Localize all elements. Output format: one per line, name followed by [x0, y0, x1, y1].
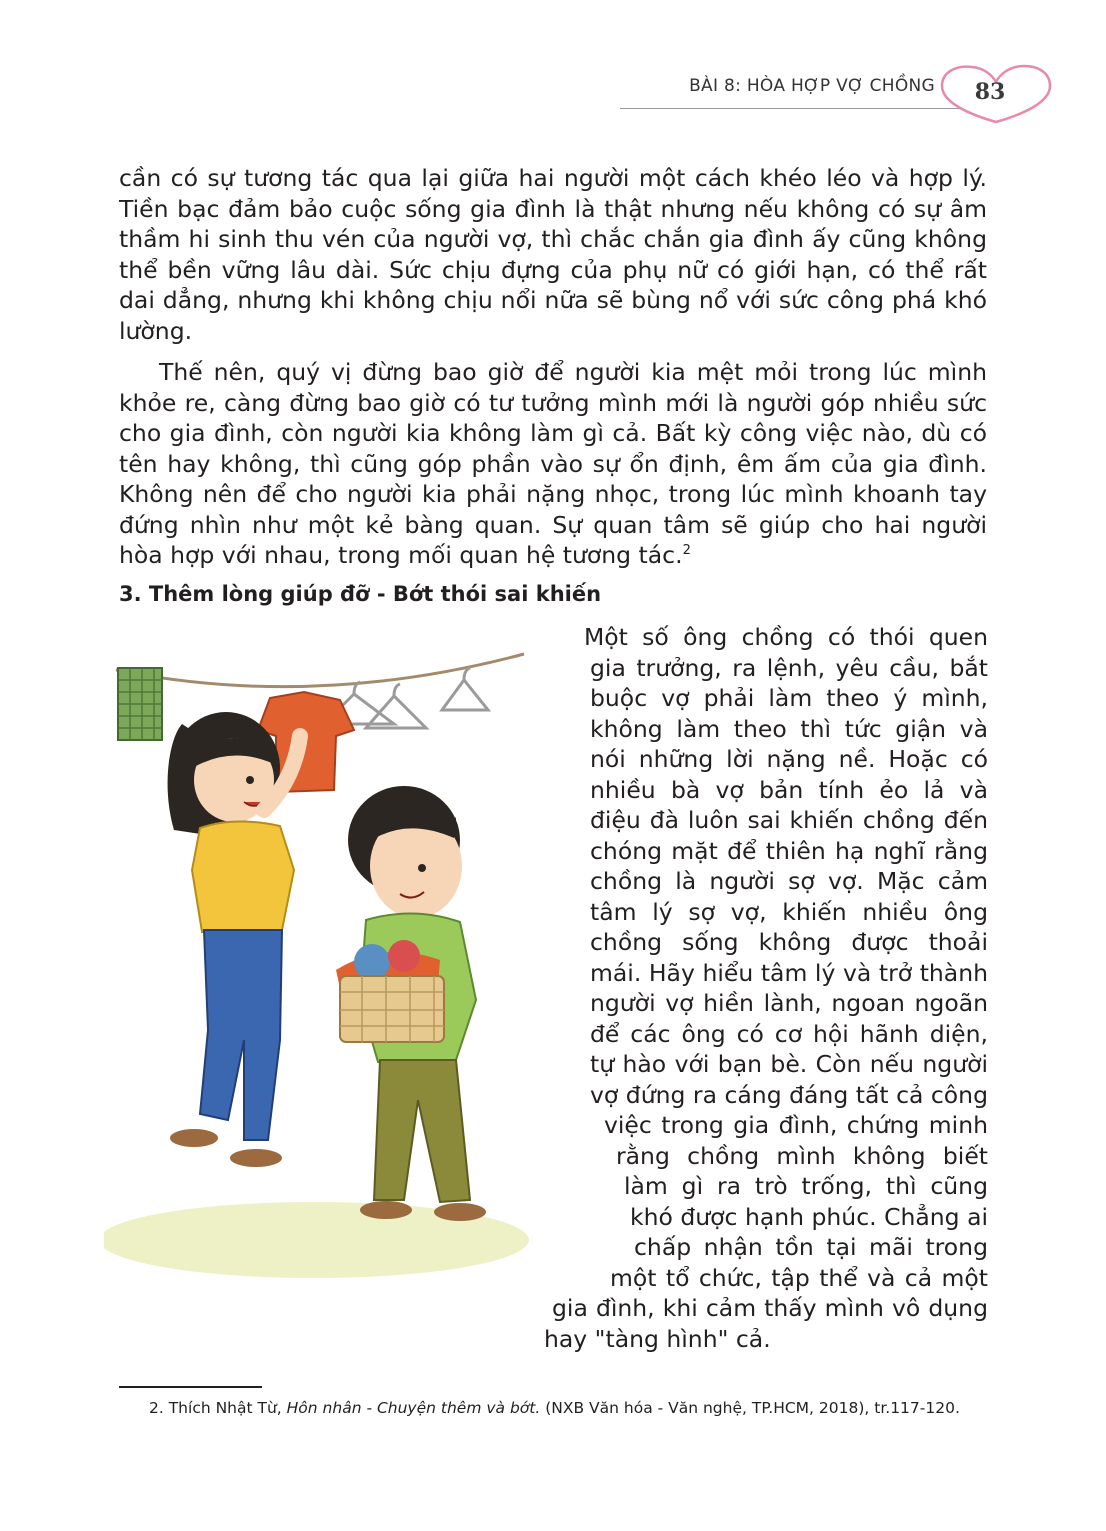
section-heading: 3. Thêm lòng giúp đỡ - Bớt thói sai khiến: [119, 582, 602, 606]
body-paragraph: cần có sự tương tác qua lại giữa hai người một cách khéo léo và hợp lý. Tiền bạc đảm bảo cuộc sống gia đình là thật nhưng nếu không có sự âm thầm hi sinh thu vén của người vợ, thì chắc chắn gia đình ấy cũng không thể bền vững lâu dài. Sức chịu đựng của phụ nữ có giới hạn, có thể rất dai dẳng, nhưng khi không chịu nổi nữa sẽ bùng nổ với sức công phá khó lường.: [119, 164, 987, 345]
footnote-book-title: Hôn nhân - Chuyện thêm và bớt.: [286, 1399, 541, 1417]
footnote-lead: 2. Thích Nhật Từ,: [149, 1399, 287, 1417]
footnote-marker: 2: [682, 543, 691, 559]
paragraph-text: Thế nên, quý vị đừng bao giờ để người kia mệt mỏi trong lúc mình khỏe re, càng đừng bao giờ có tư tưởng mình mới là người góp nhiều sức cho gia đình, còn người kia không làm gì cả. Bất kỳ công việc nào, dù có tên hay không, thì cũng góp phần vào sự ổn định, êm ấm của gia đình. Không nên để cho người kia phải nặng nhọc, trong lúc mình khoanh tay đứng nhìn như một kẻ bàng quan. Sự quan tâm sẽ giúp cho hai người hòa hợp với nhau, trong mối quan hệ tương tác.: [119, 358, 987, 569]
chapter-title: BÀI 8: HÒA HỢP VỢ CHỒNG: [689, 76, 935, 96]
couple-laundry-illustration: [104, 640, 544, 1280]
wrapped-paragraph: [544, 622, 988, 1354]
footnote-rest: (NXB Văn hóa - Văn nghệ, TP.HCM, 2018), tr.117-120.: [540, 1399, 960, 1417]
footnote-rule: [119, 1386, 262, 1388]
body-paragraph: [119, 357, 987, 571]
page-number: 83: [974, 79, 1006, 105]
header-rule: [620, 108, 965, 109]
footnote: [119, 1396, 987, 1420]
section-text: Một số ông chồng có thói quen gia trưởng, ra lệnh, yêu cầu, bắt buộc vợ phải làm theo ý mình, không làm theo thì tức giận và nói những lời nặng nề. Hoặc có nhiều bà vợ bản tính ẻo lả và điệu đà luôn sai khiến chồng đến chóng mặt để thiên hạ nghĩ rằng chồng là người sợ vợ. Mặc cảm tâm lý sợ vợ, khiến nhiều ông chồng sống không được thoải mái. Hãy hiểu tâm lý và trở thành người vợ hiền lành, ngoan ngoãn để các ông có cơ hội hãnh diện, tự hào với bạn bè. Còn nếu người vợ đứng ra cáng đáng tất cả công việc trong gia đình, chứng minh rằng chồng mình không biết làm gì ra trò trống, thì cũng khó được hạnh phúc. Chẳng ai chấp nhận tồn tại mãi trong một tổ chức, tập thể và cả một gia đình, khi cảm thấy mình vô dụng hay "tàng hình" cả.: [544, 623, 988, 1353]
running-header: [620, 62, 1060, 132]
